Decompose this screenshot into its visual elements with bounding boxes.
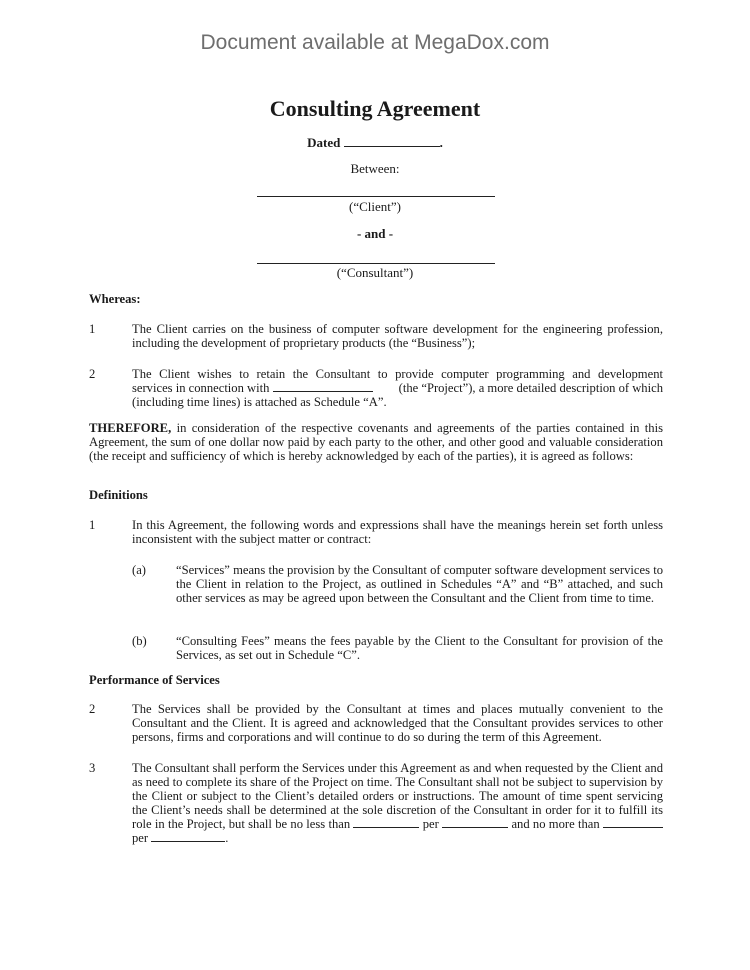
whereas-1-text: The Client carries on the business of computer software development for the engineering profession, including the development of proprietary products (the “Business”); (132, 322, 663, 350)
and-separator: - and - (356, 226, 394, 241)
whereas-2-project-text: (the “Project”), a more detailed description of which (398, 381, 663, 395)
min-period-blank (442, 827, 508, 828)
performance-heading: Performance of Services (89, 673, 220, 687)
client-signature-line (257, 196, 495, 197)
whereas-heading: Whereas: (89, 292, 141, 306)
performance-3-text (132, 761, 663, 845)
dated-label: Dated (307, 135, 341, 150)
performance-3-number: 3 (89, 761, 96, 775)
definition-1-text: In this Agreement, the following words and expressions shall have the meanings herein set forth unless inconsistent with the subject matter or contract: (132, 518, 663, 546)
whereas-2-line-3: (including time lines) is attached as Schedule “A”. (132, 395, 387, 409)
performance-2-text: The Services shall be provided by the Consultant at times and places mutually convenient to the Consultant and the Client. It is agreed and acknowledged that the Consultant provides services to other persons, firms and corporations and will continue to do so during the term of this Agreement. (132, 702, 663, 744)
max-time-blank (603, 827, 663, 828)
whereas-1-number: 1 (89, 322, 96, 336)
final-period: . (225, 831, 229, 845)
consultant-signature-line (257, 263, 495, 264)
date-blank (344, 146, 440, 147)
project-blank (273, 391, 373, 392)
definition-b-text: “Consulting Fees” means the fees payable by the Client to the Consultant for provision of the Services, as set out in Schedule “C”. (176, 634, 663, 662)
per-label-1: per (422, 817, 439, 831)
definitions-heading: Definitions (89, 488, 148, 502)
max-period-blank (151, 841, 225, 842)
consultant-label: (“Consultant”) (336, 265, 414, 280)
client-label: (“Client”) (349, 199, 401, 214)
definition-b-label: (b) (132, 634, 147, 648)
whereas-2-line-2 (132, 381, 663, 395)
no-more-than-label: no more than (532, 817, 600, 831)
and-label: and (511, 817, 530, 831)
min-time-blank (353, 827, 419, 828)
whereas-2-services-text: services in connection with (132, 381, 270, 395)
performance-3-body: The Consultant shall perform the Services under this Agreement as and when requested by the Client and as need to complete its share of the Project on time. The Consultant shall not be subject to supervision by the Client or subject to the Client’s detailed orders or instructions. The amount of time spent servicing the Client’s needs shall be determined at the sole discretion of the Consultant in order for it to fulfill its role in the Project, but shall be no less than (132, 761, 663, 831)
definition-a-label: (a) (132, 563, 146, 577)
per-label-2: per (132, 831, 149, 845)
dated-line: Dated . (307, 135, 443, 150)
therefore-text: in consideration of the respective covenants and agreements of the parties contained in this Agreement, the sum of one dollar now paid by each party to the other, and other good and valuable consideration (the receipt and sufficiency of which is hereby acknowledged by each of the parties), it is agreed as follows: (89, 421, 663, 463)
whereas-2-line-1: The Client wishes to retain the Consultant to provide computer programming and development (132, 367, 663, 381)
therefore-bold: THEREFORE, (89, 421, 172, 435)
whereas-2-number: 2 (89, 367, 96, 381)
document-title: Consulting Agreement (269, 96, 481, 121)
watermark-banner: Document available at MegaDox.com (200, 31, 550, 54)
definition-1-number: 1 (89, 518, 96, 532)
whereas-2-text (132, 367, 663, 409)
definition-a-text: “Services” means the provision by the Consultant of computer software development services to the Client in relation to the Project, as outlined in Schedules “A” and “B” attached, and such other services as may be agreed upon between the Consultant and the Client from time to time. (176, 563, 663, 605)
therefore-paragraph (89, 421, 663, 463)
performance-2-number: 2 (89, 702, 96, 716)
between-label: Between: (350, 161, 400, 176)
